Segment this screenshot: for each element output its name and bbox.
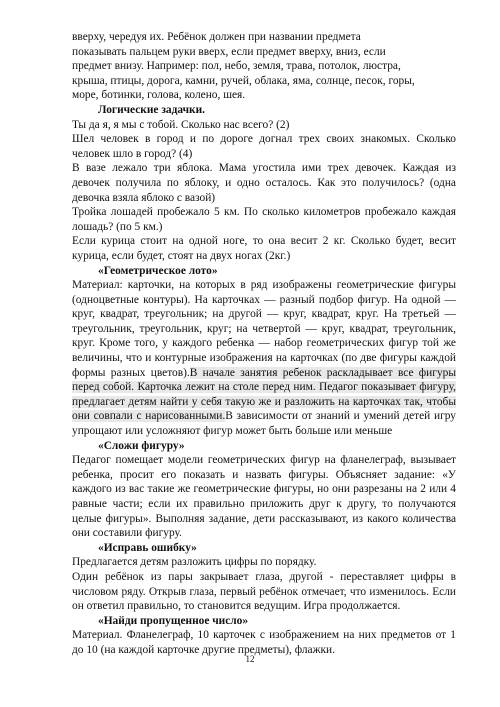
fold-text: Педагог помещает модели геометрических фигур на фланелеграф, вызывает ребенка, просит его показать и назвать фигуры. Объясняет задание: «У каждого из вас такие же геометрические фигуры, но они разрезаны на 2 или 4 равные части; если их правильно приложить друг к другу, то получаются целые фигуры». Выполняя задание, дети рассказывают, из какого количества они составили фигуру. xyxy=(72,454,456,540)
logic-question: Шел человек в город и по дороге догнал трех своих знакомых. Сколько человек шло в город? (4) xyxy=(72,133,456,160)
intro-block xyxy=(72,30,456,103)
page-number: 12 xyxy=(245,654,255,664)
lotto-text-after: В зависимости от знаний и умений детей игру упрощают или усложняют фигур может быть больше или меньше xyxy=(72,410,456,438)
missing-heading: «Найди пропущенное число» xyxy=(98,614,249,627)
logic-question: Тройка лошадей пробежало 5 км. По сколько километров пробежало каждая лошадь? (по 5 км.) xyxy=(72,206,456,233)
logic-question: Ты да я, я мы с тобой. Сколько нас всего? (2) xyxy=(72,118,290,131)
intro-line: вверху, чередуя их. Ребёнок должен при названии предмета xyxy=(72,31,361,43)
fold-heading: «Сложи фигуру» xyxy=(98,439,185,452)
fix-text: Предлагается детям разложить цифры по порядку. xyxy=(72,556,317,569)
intro-line: море, ботинки, голова, колено, шея. xyxy=(72,89,246,102)
logic-heading: Логические задачки. xyxy=(98,103,206,116)
fix-text: Один ребёнок из пары закрывает глаза, другой - переставляет цифры в числовом ряду. Открыв глаза, первый ребёнок отмечает, что изменилось. Если он ответил правильно, то становится ведущим. Игра продолжается. xyxy=(72,570,456,613)
intro-line: крыша, птицы, дорога, камни, ручей, облака, яма, солнце, песок, горы, xyxy=(72,74,415,87)
logic-question: Если курица стоит на одной ноге, то она весит 2 кг. Сколько будет, весит курица, если будет, стоят на двух ногах (2кг.) xyxy=(72,235,456,262)
lotto-text-highlight: В начале занятия ребенок раскладывает все фигуры перед собой. Карточка лежит на столе перед ним. Педагог показывает фигуру, предлагает детям найти у себя такую же и разложить на карточках так, чтобы они совпали с нарисованными. xyxy=(72,366,456,423)
intro-line: предмет внизу. Например: пол, небо, земля, трава, потолок, люстра, xyxy=(72,60,401,73)
logic-question: В вазе лежало три яблока. Мама угостила ими трех девочек. Каждая из девочек получила по яблоку, и одно осталось. Как это получилось? (одна девочка взяла яблоко с вазой) xyxy=(72,162,456,204)
intro-line: показывать пальцем руки вверх, если предмет вверху, вниз, если xyxy=(72,45,386,58)
lotto-text xyxy=(72,278,456,439)
lotto-text-plain: Материал: карточки, на которых в ряд изображены геометрические фигуры (одноцветные контуры). На карточках — разный подбор фигур. На одной — круг, квадрат, треугольник; на другой — круг, квадрат, круг. На третьей — треугольник, треугольник, круг; на четвертой — круг, квадрат, треугольник, круг. Кроме того, у каждого ребенка — набор геометрических фигур той же величины, что и контурные изображения на карточках (по две фигуры каждой формы разных цветов). xyxy=(72,279,456,379)
page-content xyxy=(72,30,456,658)
lotto-heading: «Геометрическое лото» xyxy=(98,264,218,277)
missing-text: Материал. Фланелеграф, 10 карточек с изображением на них предметов от 1 до 10 (на каждой карточке другие предметы), флажки. xyxy=(72,629,456,656)
fix-heading: «Исправь ошибку» xyxy=(98,541,197,554)
